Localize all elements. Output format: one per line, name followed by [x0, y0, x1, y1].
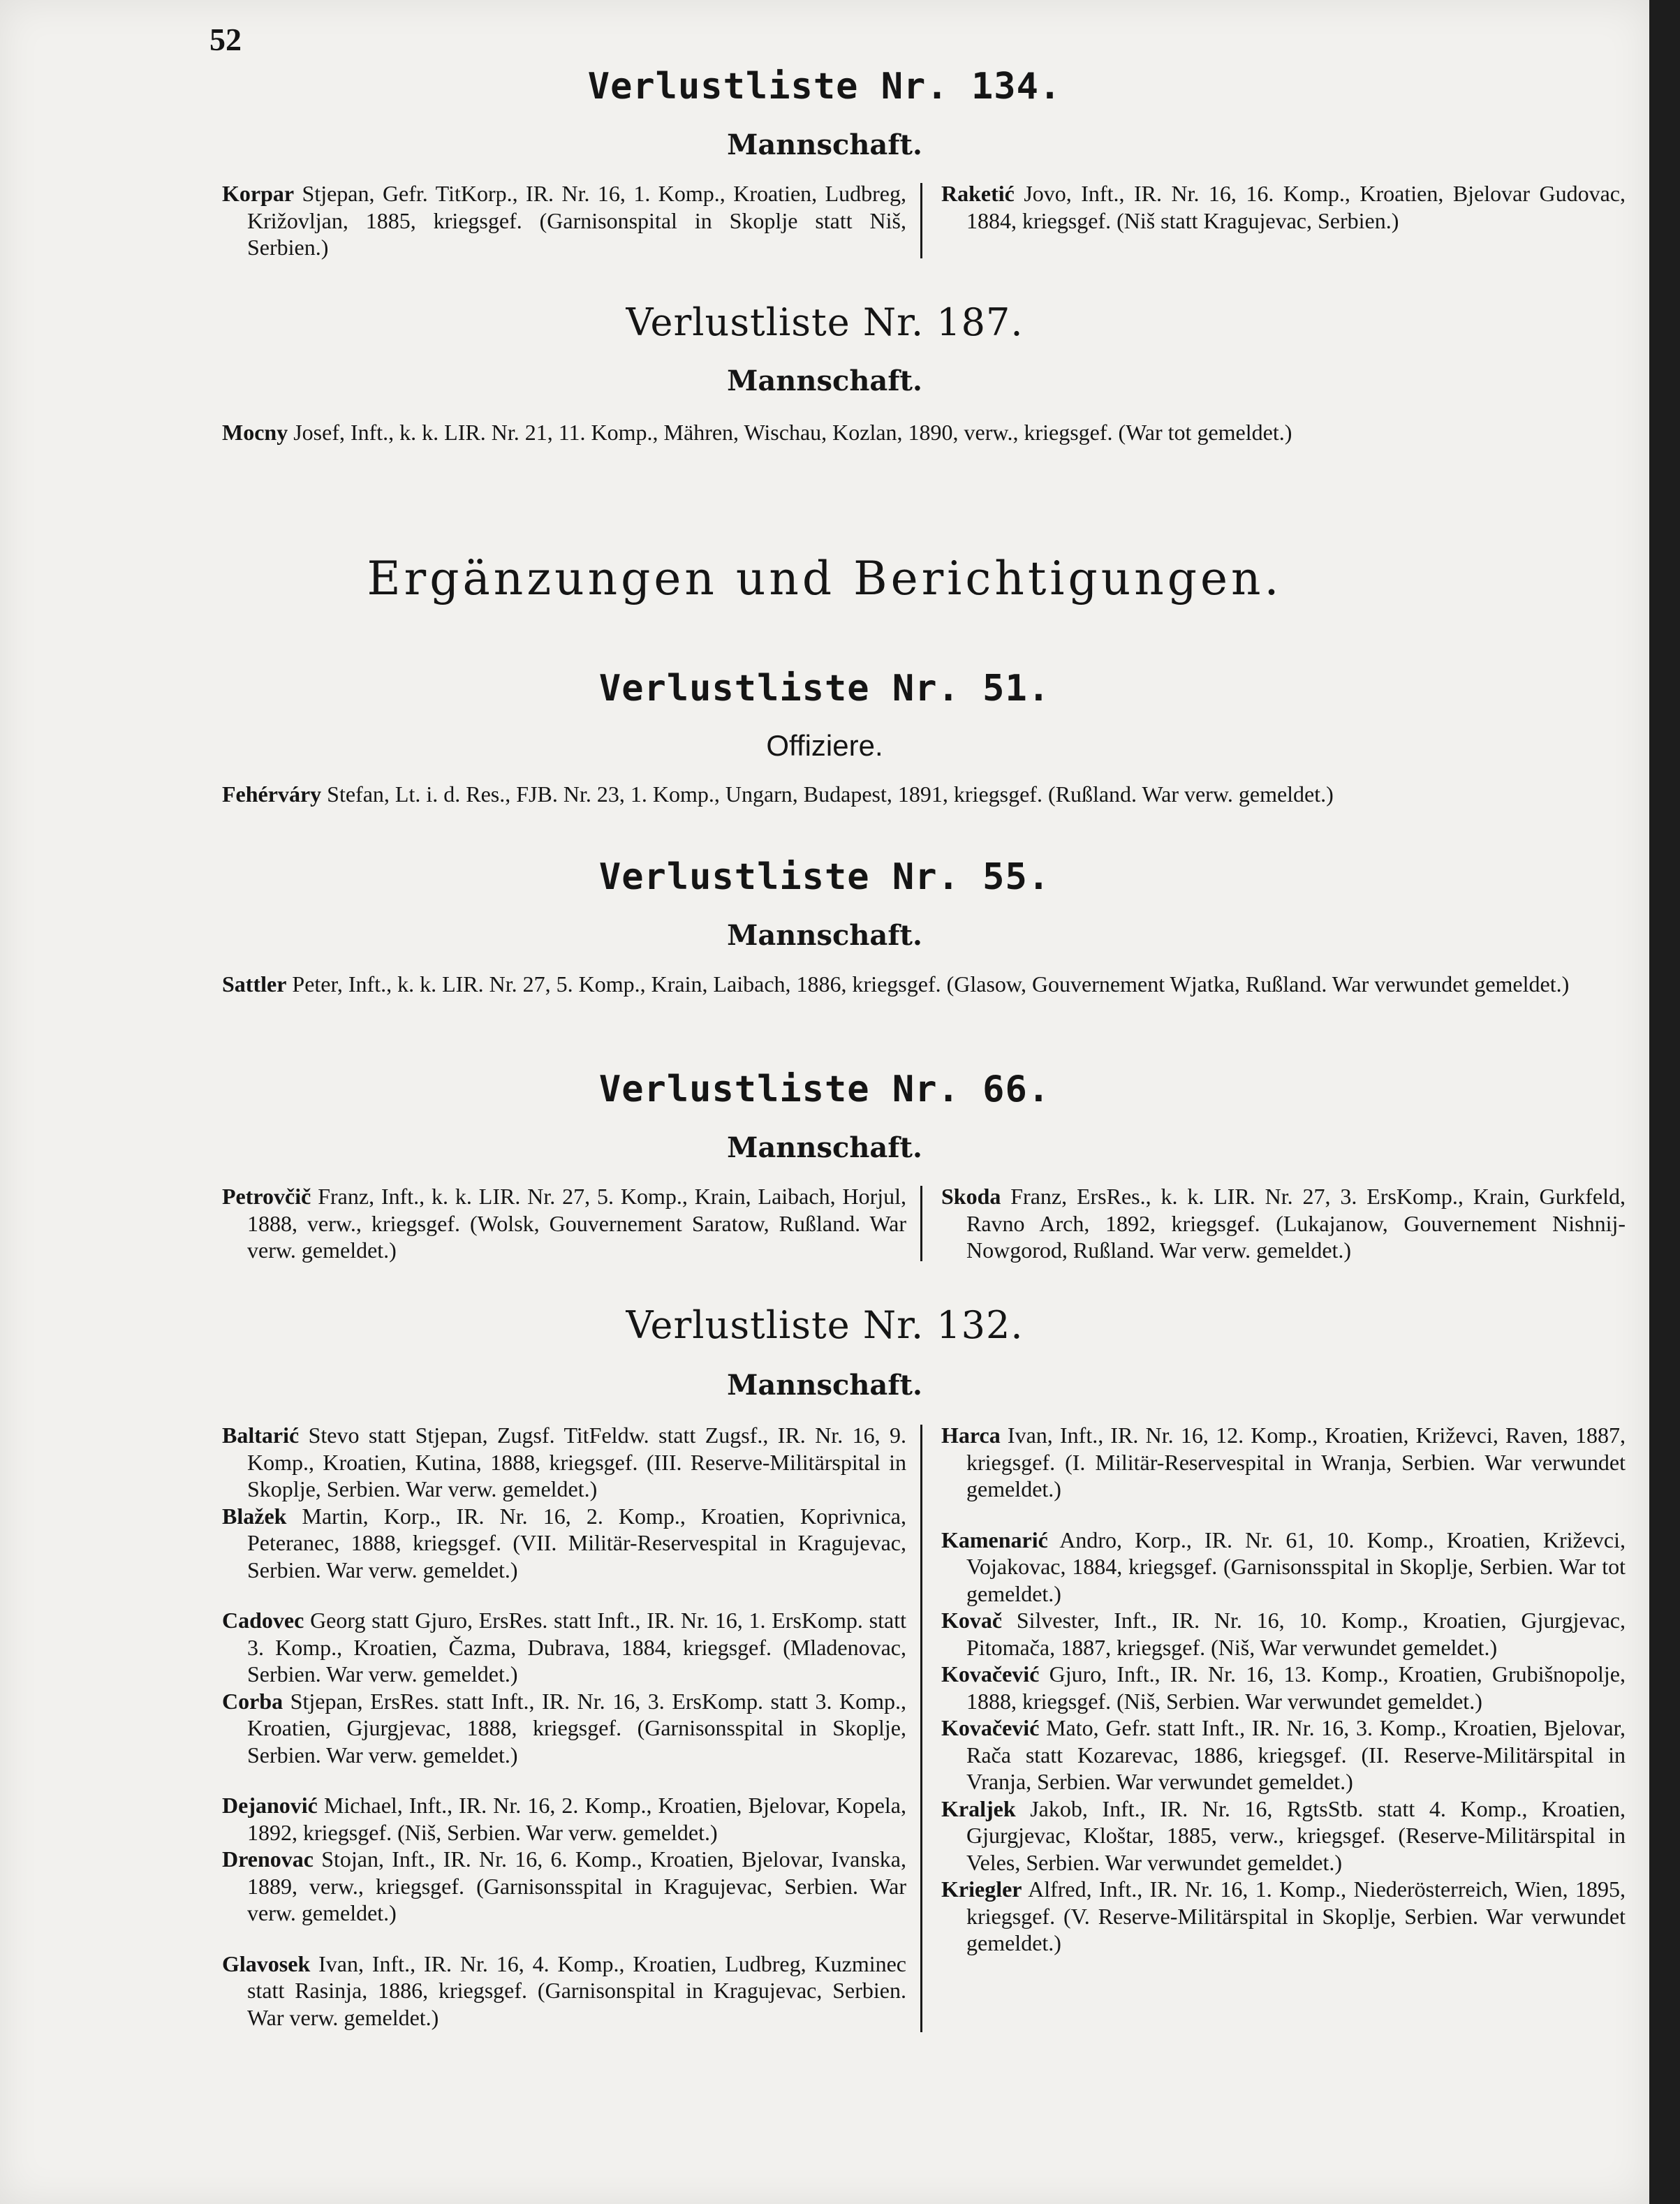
list-item [222, 1607, 906, 1688]
column-left-132 [222, 1422, 906, 2031]
column-right-134 [941, 180, 1626, 234]
entry-text: Gjuro, Inft., IR. Nr. 16, 13. Komp., Kroatien, Grubišnopolje, 1888, kriegsgef. (Niš, Serbien. War verwundet gemeldet.) [966, 1661, 1626, 1714]
list-item [941, 1714, 1626, 1795]
subheading-187: Mannschaft. [727, 365, 922, 397]
heading-list-187: Verlustliste Nr. 187. [626, 300, 1024, 344]
list-item [941, 1795, 1626, 1876]
entry-text: Franz, ErsRes., k. k. LIR. Nr. 27, 3. ErsKomp., Krain, Gurkfeld, Ravno Arch, 1892, kriegsgef. (Lukajanow, Gouvernement Nishnij-Nowgorod, Rußland. War verw. gemeldet.) [966, 1184, 1626, 1263]
heading-list-134: Verlustliste Nr. 134. [587, 66, 1062, 108]
list-item [941, 1422, 1626, 1503]
entry-text: Stjepan, ErsRes. statt Inft., IR. Nr. 16, 3. ErsKomp. statt 3. Komp., Kroatien, Gjurgjevac, 1888, kriegsgef. (Garnisonsspital in Skoplje, Serbien. War verw. gemeldet.) [247, 1688, 906, 1768]
entry-name: Baltarić [222, 1423, 300, 1448]
subheading-51: Offiziere. [766, 729, 883, 762]
list-item [941, 1607, 1626, 1661]
list-item [941, 180, 1626, 234]
spacer [222, 1583, 906, 1607]
column-divider [920, 1425, 922, 2032]
list-item [222, 1422, 906, 1503]
subheading-134: Mannschaft. [727, 128, 922, 161]
entry-text: Martin, Korp., IR. Nr. 16, 2. Komp., Kroatien, Koprivnica, Peteranec, 1888, kriegsgef. (VII. Militär-Reservespital in Kragujevac, Serbien. War verw. gemeldet.) [247, 1503, 906, 1582]
column-divider [920, 1186, 922, 1261]
entry-name: Harca [941, 1423, 1001, 1448]
entry-text: Andro, Korp., IR. Nr. 61, 10. Komp., Kroatien, Križevci, Vojakovac, 1884, kriegsgef. (Garnisonsspital in Skoplje, Serbien. War tot gemeldet.) [966, 1527, 1626, 1606]
entry-text: Jovo, Inft., IR. Nr. 16, 16. Komp., Kroatien, Bjelovar Gudovac, 1884, kriegsgef. (Niš statt Kragujevac, Serbien.) [966, 181, 1626, 233]
entry-name: Cadovec [222, 1608, 304, 1633]
entry-text: Stevo statt Stjepan, Zugsf. TitFeldw. statt Zugsf., IR. Nr. 16, 9. Komp., Kroatien, Kutina, 1888, kriegsgef. (III. Reserve-Militärspital in Skoplje, Serbien. War verw. gemeldet.) [247, 1423, 906, 1501]
entry-name: Kriegler [941, 1876, 1022, 1902]
subheading-66: Mannschaft. [727, 1131, 922, 1164]
subheading-132: Mannschaft. [727, 1369, 922, 1402]
entry-name: Kovač [941, 1608, 1003, 1633]
column-right-66 [941, 1183, 1626, 1264]
list-item [941, 1183, 1626, 1264]
column-divider [920, 183, 922, 258]
scan-edge [1649, 0, 1680, 2204]
entry-name: Sattler [222, 971, 287, 997]
entry-name: Dejanović [222, 1793, 318, 1818]
entry-text: Ivan, Inft., IR. Nr. 16, 12. Komp., Kroatien, Križevci, Raven, 1887, kriegsgef. (I. Militär-Reservespital in Wranja, Serbien. War verwundet gemeldet.) [966, 1423, 1626, 1501]
list-item [941, 1661, 1626, 1714]
column-left-134 [222, 180, 906, 261]
entry-text: Georg statt Gjuro, ErsRes. statt Inft., IR. Nr. 16, 1. ErsKomp. statt 3. Komp., Kroatien, Čazma, Dubrava, 1884, kriegsgef. (Mladenovac, Serbien. War verw. gemeldet.) [247, 1608, 906, 1687]
list-item [222, 1688, 906, 1769]
entry-name: Kovačević [941, 1661, 1040, 1687]
list-item [222, 180, 906, 261]
entry-name: Blažek [222, 1503, 287, 1529]
spacer [222, 1927, 906, 1950]
entry-text: Josef, Inft., k. k. LIR. Nr. 21, 11. Komp., Mähren, Wischau, Kozlan, 1890, verw., kriegsgef. (War tot gemeldet.) [288, 420, 1292, 445]
entry-187 [222, 419, 1617, 446]
entry-name: Kraljek [941, 1795, 1016, 1821]
entry-name: Fehérváry [222, 781, 322, 807]
entry-name: Kamenarić [941, 1527, 1048, 1552]
list-item [222, 1846, 906, 1927]
list-item [222, 1503, 906, 1584]
entry-name: Skoda [941, 1184, 1001, 1209]
entry-name: Petrovčič [222, 1184, 311, 1209]
entry-text: Stojan, Inft., IR. Nr. 16, 6. Komp., Kroatien, Bjelovar, Ivanska, 1889, verw., kriegsgef. (Garnisonsspital in Kragujevac, Serbien. War verw. gemeldet.) [247, 1846, 906, 1925]
entry-55 [222, 971, 1617, 997]
entry-text: Silvester, Inft., IR. Nr. 16, 10. Komp., Kroatien, Gjurgjevac, Pitomača, 1887, kriegsgef. (Niš, War verwundet gemeldet.) [966, 1608, 1626, 1660]
list-item [222, 1950, 906, 2032]
heading-list-55: Verlustliste Nr. 55. [598, 856, 1051, 898]
subheading-55: Mannschaft. [727, 919, 922, 952]
list-item [941, 1527, 1626, 1608]
list-item [941, 1876, 1626, 1957]
heading-list-51: Verlustliste Nr. 51. [598, 668, 1051, 710]
spacer [222, 1768, 906, 1792]
entry-name: Korpar [222, 181, 295, 206]
entry-text: Mato, Gefr. statt Inft., IR. Nr. 16, 3. Komp., Kroatien, Bjelovar, Rača statt Kozarevac, 1886, kriegsgef. (II. Reserve-Militärspital in Vranja, Serbien. War verwundet gemeldet.) [966, 1715, 1626, 1794]
entry-text: Michael, Inft., IR. Nr. 16, 2. Komp., Kroatien, Bjelovar, Kopela, 1892, kriegsgef. (Niš, Serbien. War verw. gemeldet.) [247, 1793, 906, 1845]
list-item [222, 1183, 906, 1264]
entry-name: Mocny [222, 420, 288, 445]
entry-name: Glavosek [222, 1950, 311, 1976]
column-right-132 [941, 1422, 1626, 1957]
page-title: Ergänzungen und Berichtigungen. [367, 552, 1283, 605]
heading-list-132: Verlustliste Nr. 132. [626, 1303, 1024, 1347]
entry-text: Alfred, Inft., IR. Nr. 16, 1. Komp., Niederösterreich, Wien, 1895, kriegsgef. (V. Reserve-Militärspital in Skoplje, Serbien. War verwundet gemeldet.) [966, 1876, 1626, 1955]
entry-name: Raketić [941, 181, 1015, 206]
entry-name: Drenovac [222, 1846, 314, 1872]
entry-name: Kovačević [941, 1715, 1040, 1740]
entry-text: Jakob, Inft., IR. Nr. 16, RgtsStb. statt 4. Komp., Kroatien, Gjurgjevac, Kloštar, 1885, verw., kriegsgef. (Reserve-Militärspital in Veles, Serbien. War verwundet gemeldet.) [966, 1795, 1626, 1875]
spacer [941, 1503, 1626, 1527]
heading-list-66: Verlustliste Nr. 66. [598, 1068, 1051, 1110]
entry-text: Ivan, Inft., IR. Nr. 16, 4. Komp., Kroatien, Ludbreg, Kuzminec statt Rasinja, 1886, kriegsgef. (Garnisonspital in Kragujevac, Serbien. War verw. gemeldet.) [247, 1950, 906, 2030]
page-number: 52 [209, 22, 242, 57]
entry-text: Franz, Inft., k. k. LIR. Nr. 27, 5. Komp., Krain, Laibach, Horjul, 1888, verw., kriegsgef. (Wolsk, Gouvernement Saratow, Rußland. War verw. gemeldet.) [247, 1184, 906, 1263]
entry-51 [222, 781, 1617, 807]
entry-text: Stjepan, Gefr. TitKorp., IR. Nr. 16, 1. Komp., Kroatien, Ludbreg, Križovljan, 1885, kriegsgef. (Garnisonspital in Skoplje statt Niš, Serbien.) [247, 181, 906, 260]
entry-text: Peter, Inft., k. k. LIR. Nr. 27, 5. Komp., Krain, Laibach, 1886, kriegsgef. (Glasow, Gouvernement Wjatka, Rußland. War verwundet gemeldet.) [286, 971, 1570, 997]
list-item [222, 1792, 906, 1846]
entry-text: Stefan, Lt. i. d. Res., FJB. Nr. 23, 1. Komp., Ungarn, Budapest, 1891, kriegsgef. (Rußland. War verw. gemeldet.) [321, 781, 1334, 807]
column-left-66 [222, 1183, 906, 1264]
entry-name: Corba [222, 1688, 283, 1714]
